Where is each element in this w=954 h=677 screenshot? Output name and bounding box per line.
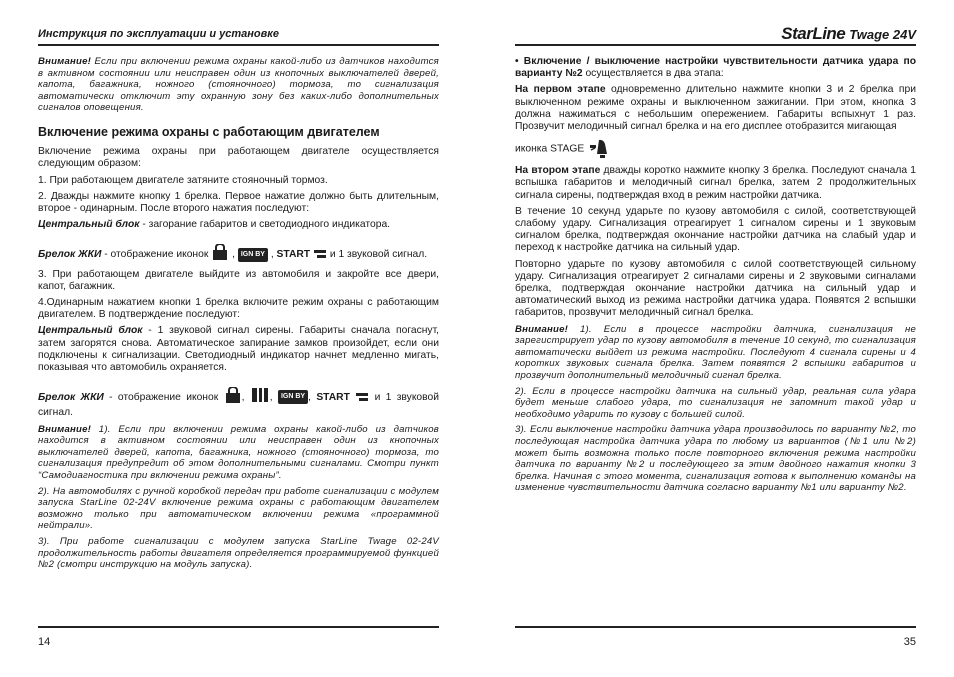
warning-note-3: Внимание! 1). Если в процессе настройки датчика, сигнализация не зарегистрирует удар по кузову автомобиля в течение 10 секунд, то сигнализация автоматически выйдет из режима настройки. Последуют 4 сигнала сирены и 4 коротких звуковых сигнала брелка. Затем появятся 2 вспышки габаритов и прозвучит дополнительный мелодичный сигнал брелка. [515, 323, 916, 382]
warning-note-3c: 3). Если выключение настройки датчика удара производилось по варианту №2, то последующая настройка датчика удара по любому из вариантов (№1 или №2) может быть возможна только после повторного включения режима настройки датчика по варианту №2 и последующего за этим двойного нажатия кнопки 3 брелка. Начиная с этого момента, сигнализация готова к выполнению команды на изменение чувствительности датчика согласно варианту №1 или варианту №2. [515, 424, 916, 494]
bullet-heading: • Включение / выключение настройки чувствительности датчика удара по варианту №2 осуществляется в два этапа: [515, 56, 916, 80]
left-header-rule [38, 44, 439, 46]
left-footer-rule [38, 626, 439, 628]
stage-2: На втором этапе дважды коротко нажмите кнопку 3 брелка. Последуют сначала 1 вспышка габаритов и мелодичный сигнал брелка, затем 2 продолжительных сигнала сирены, подтверждая вход в режим настройки датчика. [515, 165, 916, 201]
page-number: 35 [903, 636, 916, 648]
section-heading: Включение режима охраны с работающим двигателем [38, 124, 380, 139]
lock-icon [211, 244, 229, 264]
stage-1: На первом этапе одновременно длительно нажмите кнопки 3 и 2 брелка при выключенном режиме охраны и выключенном зажигании. При этом, кнопка 3 должна нажиматься с небольшим опережением. Габариты вспыхнут 1 раз. Прозвучит мелодичный сигнал брелка и на его дисплее отобразится мигающая [515, 84, 916, 133]
left-page [38, 0, 439, 677]
brand-logo: StarLine [781, 24, 846, 43]
left-header [38, 26, 439, 46]
step-3: 3. При работающем двигателе выйдите из автомобиля и закройте все двери, капот, багажник. [38, 268, 439, 292]
warning-note-2c: 3). При работе сигнализации с модулем запуска StarLine Twage 02-24V продолжительность работы двигателя определяется программируемой функцией №2 (смотри инструкцию на модуль запуска). [38, 535, 439, 571]
step-4: 4.Одинарным нажатием кнопки 1 брелка включите режим охраны с работающим двигателем. В подтверждение последуют: [38, 297, 439, 321]
warning-note-1 [38, 56, 439, 114]
right-header-rule [515, 44, 916, 46]
right-footer-rule [515, 626, 916, 628]
warning-note-2: Внимание! 1). Если при включении режима охраны какой-либо из датчиков находится в активном состоянии или неисправен один из кнопочных выключателей дверей, капота, багажника, ножного (стояночного) тормоза, то сигнализация предупредит об этом дополнительными сигналами. Смотри пункт “Самодиагностика при включении режима охраны”. [38, 423, 439, 481]
step-2: 2. Дважды нажмите кнопку 1 брелка. Первое нажатие должно быть длительным, второе - одинарным. После второго нажатия последуют: [38, 190, 439, 214]
lcd-fob-response-1: Брелок ЖКИ - отображение иконок , IGN BY , START и 1 звуковой сигнал. [38, 244, 439, 264]
start-icon [313, 248, 327, 260]
warning-note-2b: 2). На автомобилях с ручной коробкой передач при работе сигнализации с модулем запуска StarLine 02-24V включение режима охраны с работающим двигателем возможно только при автоматическом включении режима «программной нейтрали». [38, 485, 439, 532]
warning-note-3b: 2). Если в процессе настройки датчика на сильный удар, реальная сила удара будет меньше слабого удара, то сигнализация не запомнит такой удар и необходимо ударить по кузову с большей силой. [515, 385, 916, 420]
ign-by-icon: IGN BY [238, 248, 268, 262]
right-page [515, 0, 916, 677]
brand-model: Twage 24V [849, 27, 916, 42]
warning-label: Внимание! [38, 56, 92, 67]
page-number: 14 [38, 636, 51, 648]
paragraph-intro: Включение режима охраны при работающем двигателе осуществляется следующим образом: [38, 146, 439, 170]
ign-by-icon: IGN BY [278, 390, 308, 404]
start-label: START [276, 249, 311, 261]
lcd-fob-response-2: Брелок ЖКИ - отображение иконок , , IGN BY , START и 1 звуковой сигнал. [38, 387, 439, 419]
stage-icon [587, 137, 613, 161]
left-content [38, 56, 439, 575]
central-unit-response-2: Центральный блок - 1 звуковой сигнал сирены. Габариты сначала погаснут, затем загорятся снова. Автоматическое запирание замков произойдет, если они подключены к сигнализации. Светодиодный индикатор начнет медленно мигать, показывая что автомобиль охраняется. [38, 325, 439, 374]
right-header [515, 26, 916, 46]
brand [781, 24, 916, 44]
lock-icon [224, 387, 242, 407]
manual-title: Инструкция по эксплуатации и установке [38, 28, 279, 40]
door-icon [250, 387, 270, 407]
paragraph-strong-hit: Повторно ударьте по кузову автомобиля с силой соответствующей сильному удару. Сигнализация отреагирует 2 сигналами сирены и 2 звуковыми сигналами брелка, подтверждая окончание настройки датчика на сильный удар и автоматический выход из режима настройки датчика удара. Появятся 2 вспышки габаритов, прозвучит мелодичный сигнал брелка. [515, 258, 916, 319]
central-unit-response-1: Центральный блок - загорание габаритов и светодиодного индикатора. [38, 219, 391, 231]
warning-text: Если при включении режима охраны какой-либо из датчиков находится в активном состоянии или неисправен один из кнопочных выключателей дверей, капота, багажника, ножного (стояночного) тормоза, то сигнализация автоматически отключит эту охранную зону без каких-либо дополнительных сигналов оповещения. [38, 56, 439, 114]
stage-icon-line: иконка STAGE [515, 137, 916, 161]
right-content [515, 56, 916, 498]
start-icon [355, 391, 369, 403]
paragraph-weak-hit: В течение 10 секунд ударьте по кузову автомобиля с силой, соответствующей слабому удару. Сигнализация отреагирует 1 сигналом сирены и 1 звуковым сигналом брелка, подтверждая окончание настройки датчика на слабый удар и переход к настройке датчика на сильный удар. [515, 205, 916, 254]
start-label: START [316, 392, 350, 404]
step-1: 1. При работающем двигателе затяните стояночный тормоз. [38, 174, 328, 186]
